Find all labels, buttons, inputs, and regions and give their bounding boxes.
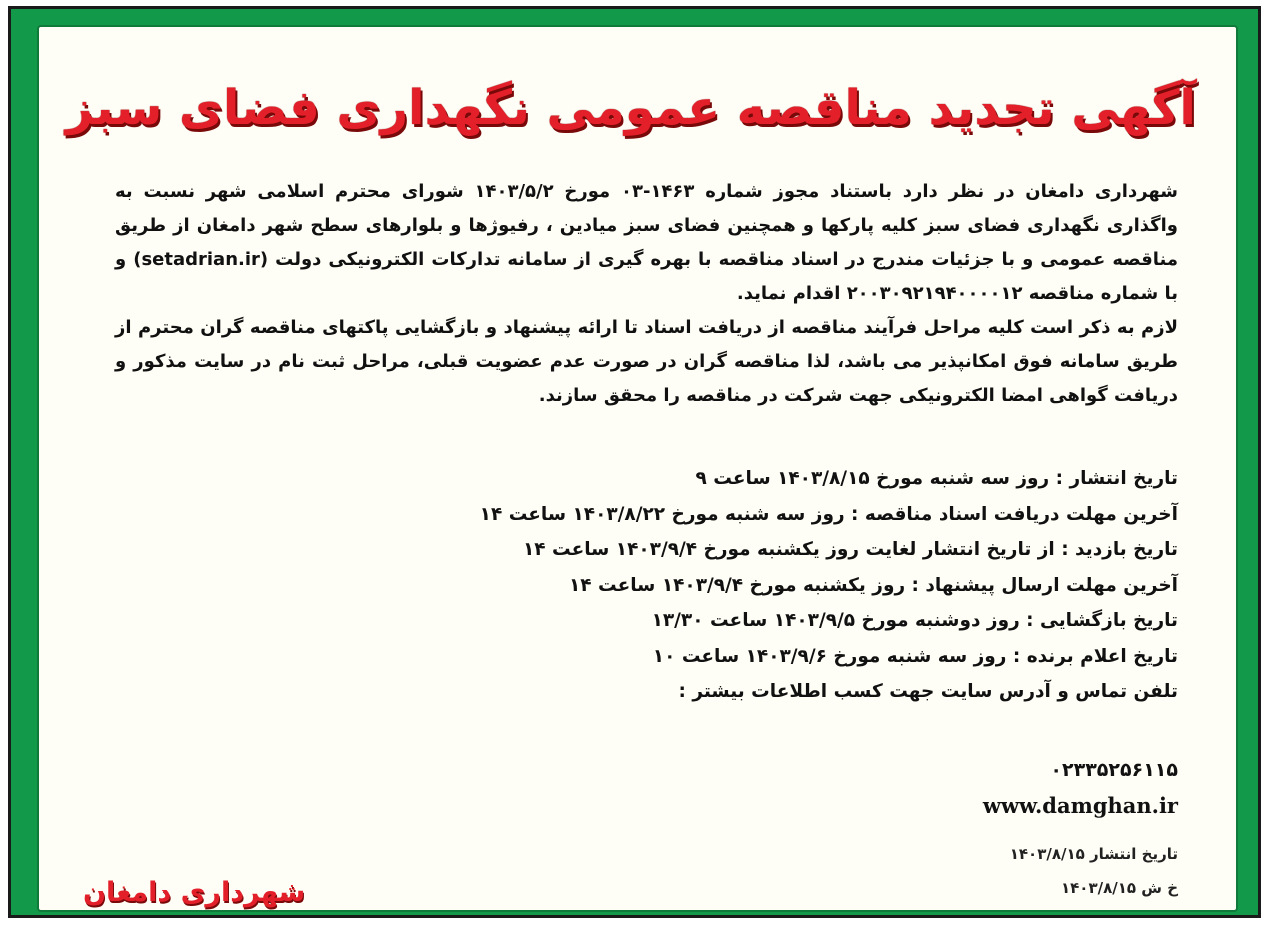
body-paragraph-1: شهرداری دامغان در نظر دارد باستناد مجوز شماره ۱۴۶۳-۰۳ مورخ ۱۴۰۳/۵/۲ شورای محترم اسلامی شهر نسبت به واگذاری نگهداری فضای سبز کلیه پارکها و همچنین فضای سبز میادین ، رفیوژها و بلوارهای سطح شهر دامغان از طریق مناقصه عمومی و با جزئیات مندرج در اسناد مناقصه با بهره گیری از سامانه تدارکات الکترونیکی دولت (setadrian.ir) و با شماره مناقصه ۲۰۰۳۰۹۲۱۹۴۰۰۰۰۱۲ اقدام نماید.	[115, 181, 1179, 304]
municipality-signature: شهرداری دامغان	[83, 877, 306, 908]
website-link[interactable]: www.damghan.ir	[982, 793, 1178, 818]
schedule-contact-heading: تلفن تماس و آدرس سایت جهت کسب اطلاعات بیشتر :	[678, 681, 1178, 702]
body-paragraph-2: لازم به ذکر است کلیه مراحل فرآیند مناقصه از دریافت اسناد تا ارائه پیشنهاد و بازگشایی پاکتهای مناقصه گران محترم از طریق سامانه فوق امکانپذیر می باشد، لذا مناقصه گران در صورت عدم عضویت قبلی، مراحل ثبت نام در سایت مذکور و دریافت گواهی امضا الکترونیکی جهت شرکت در مناقصه را محقق سازند.	[115, 317, 1178, 406]
notice-frame	[8, 6, 1261, 918]
notice-paper	[37, 25, 1238, 912]
schedule-opening-date: تاریخ بازگشایی : روز دوشنبه مورخ ۱۴۰۳/۹/۵ ساعت ۱۳/۳۰	[651, 610, 1178, 631]
contact-phone: ۰۲۳۳۵۲۵۶۱۱۵	[1050, 759, 1178, 781]
schedule-offer-deadline: آخرین مهلت ارسال پیشنهاد : روز یکشنبه مورخ ۱۴۰۳/۹/۴ ساعت ۱۴	[568, 574, 1178, 596]
notice-body	[115, 175, 1178, 413]
schedule-winner-date: تاریخ اعلام برنده : روز سه شنبه مورخ ۱۴۰۳/۹/۶ ساعت ۱۰	[652, 645, 1178, 667]
schedule-publish-date: تاریخ انتشار : روز سه شنبه مورخ ۱۴۰۳/۸/۱۵ ساعت ۹	[695, 468, 1178, 489]
schedule-doc-deadline: آخرین مهلت دریافت اسناد مناقصه : روز سه شنبه مورخ ۱۴۰۳/۸/۲۲ ساعت ۱۴	[479, 503, 1178, 525]
schedule-list	[115, 461, 1178, 710]
publication-date-1: تاریخ انتشار ۱۴۰۳/۸/۱۵	[1009, 845, 1178, 863]
publication-date-2: خ ش ۱۴۰۳/۸/۱۵	[1061, 879, 1178, 897]
notice-title: آگهی تجدید مناقصه عمومی نگهداری فضای سبز	[65, 80, 1196, 136]
schedule-visit-date: تاریخ بازدید : از تاریخ انتشار لغایت روز یکشنبه مورخ ۱۴۰۳/۹/۴ ساعت ۱۴	[522, 539, 1178, 560]
